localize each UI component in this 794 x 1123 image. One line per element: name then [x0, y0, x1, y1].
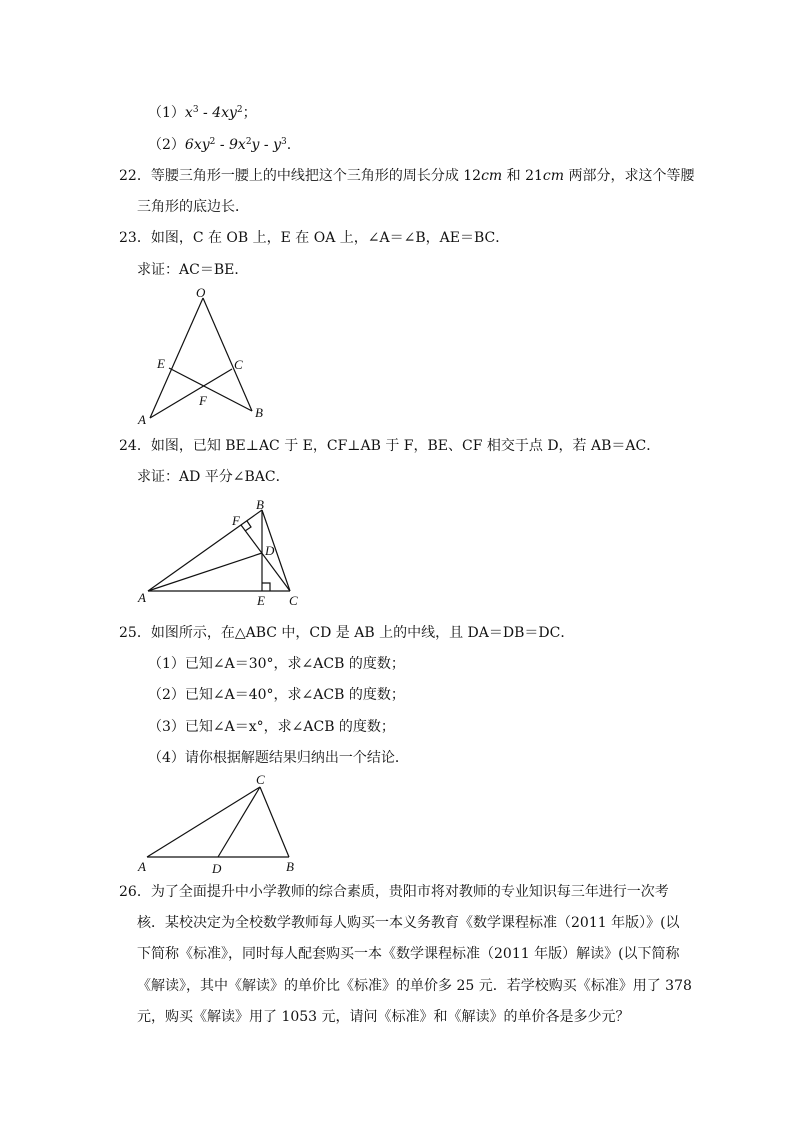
q22-line-1: 22．等腰三角形一腰上的中线把这个三角形的周长分成 12cm 和 21cm 两部分，求这个等腰	[119, 168, 695, 184]
q23-label-A: A	[138, 412, 146, 427]
q23-line-2: 求证：AC＝BE．	[137, 262, 249, 278]
q24-line-2: 求证：AD 平分∠BAC．	[137, 469, 290, 485]
q25-label-D: D	[212, 861, 222, 876]
q23-label-C: C	[234, 357, 243, 372]
q23-label-B: B	[255, 405, 263, 420]
q25-label-A: A	[138, 859, 146, 874]
q24-line-1: 24．如图，已知 BE⊥AC 于 E，CF⊥AB 于 F，BE、CF 相交于点 D，若 AB＝AC．	[119, 438, 661, 454]
q26-line-2: 核．某校决定为全校数学教师每人购买一本义务教育《数学课程标准（2011 年版）》(以	[137, 915, 680, 931]
q25-segment-CD	[218, 787, 260, 857]
q23-label-F: F	[199, 393, 207, 408]
q24-label-B: B	[256, 497, 264, 512]
q23-segment-BE	[169, 368, 252, 411]
q26-line-4: 《解读》，其中《解读》的单价比《标准》的单价多 25 元．若学校购买《标准》用了 378	[137, 978, 692, 994]
q25-segment-BC	[260, 787, 289, 857]
q21-item-2: $(2)6xy^2 - 9x^2y - y^3$.	[148, 137, 292, 153]
q25-label-C: C	[256, 772, 265, 787]
q25-segment-AC	[147, 787, 260, 857]
q24-segment-AD	[148, 553, 262, 591]
q25-item-1: （1）已知∠A＝30°，求∠ACB 的度数；	[148, 656, 405, 672]
q21-item-1: $(1)x^3 - 4xy^2$；	[148, 105, 257, 121]
q25-item-3: （3）已知∠A＝x°，求∠ACB 的度数；	[148, 719, 395, 735]
q26-line-3: 下简称《标准》，同时每人配套购买一本《数学课程标准（2011 年版）解读》(以下简称	[137, 946, 680, 962]
q24-right-angle-F	[245, 521, 251, 531]
q23-label-E: E	[157, 356, 165, 371]
q24-segment-AB	[148, 510, 262, 591]
q23-line-1: 23．如图，C 在 OB 上，E 在 OA 上，∠A＝∠B，AE＝BC．	[119, 230, 510, 246]
q24-label-D: D	[265, 543, 275, 558]
q25-figure	[147, 787, 289, 857]
q24-label-E: E	[257, 593, 265, 608]
q26-line-5: 元，购买《解读》用了 1053 元，请问《标准》和《解读》的单价各是多少元？	[137, 1009, 630, 1025]
q25-item-4: （4）请你根据解题结果归纳出一个结论．	[148, 750, 409, 766]
q24-label-F: F	[232, 513, 240, 528]
q21-item-1-expr-b: - 4xy	[198, 105, 237, 121]
q25-label-B: B	[286, 859, 294, 874]
q25-line-1: 25．如图所示，在△ABC 中，CD 是 AB 上的中线，且 DA＝DB＝DC．	[119, 625, 575, 641]
q23-segment-AC	[150, 369, 232, 418]
q25-item-2: （2）已知∠A＝40°，求∠ACB 的度数；	[148, 687, 405, 703]
q23-segment-OB	[203, 298, 252, 411]
q24-label-C: C	[289, 593, 298, 608]
q24-right-angle-E	[262, 583, 270, 591]
q24-label-A: A	[138, 590, 146, 605]
q23-label-O: O	[196, 285, 206, 300]
q21-item-1-expr-a: x	[184, 105, 193, 121]
q22-line-2: 三角形的底边长．	[137, 199, 249, 215]
q26-line-1: 26．为了全面提升中小学教师的综合素质，贵阳市将对教师的专业知识每三年进行一次考	[119, 884, 669, 900]
